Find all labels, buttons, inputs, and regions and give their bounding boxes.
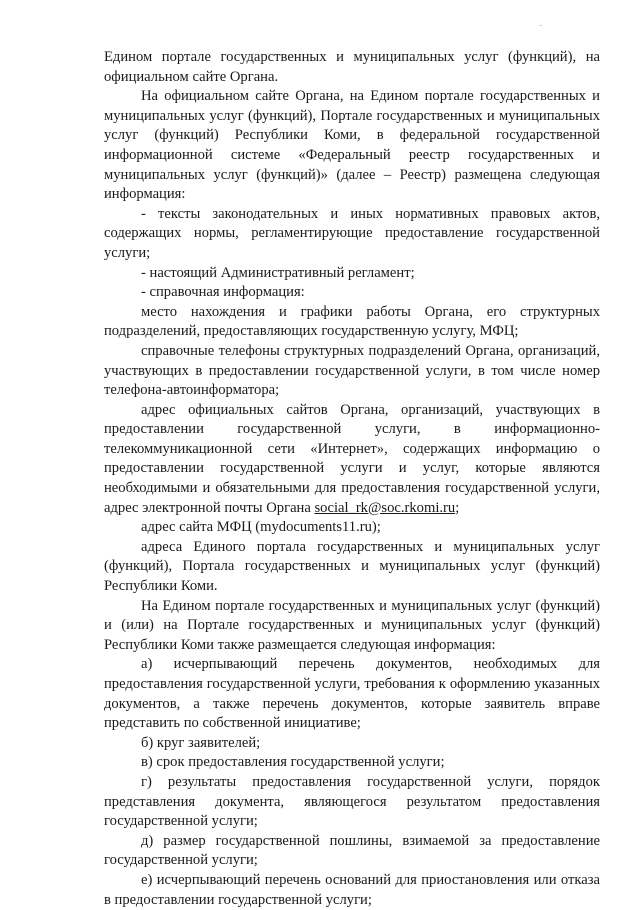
paragraph-portal-info: На Едином портале государственных и муниципальных услуг (функций) и (или) на Портале государственных и муниципальных услуг (функций) Республики Коми также размещается следующая информация: bbox=[104, 597, 600, 653]
paragraph-location-schedule: место нахождения и графики работы Органа, его структурных подразделений, предоставляющих государственную услугу, МФЦ; bbox=[104, 303, 600, 340]
list-item-b-applicants: б) круг заявителей; bbox=[141, 734, 261, 751]
list-item-regulation: - настоящий Административный регламент; bbox=[141, 264, 415, 281]
list-item-legal-acts: - тексты законодательных и иных нормативных правовых актов, содержащих нормы, регламентирующие предоставление государственной услуги; bbox=[104, 205, 600, 261]
paragraph-portal-addresses: адреса Единого портала государственных и муниципальных услуг (функций), Портала государственных и муниципальных услуг (функций) Республики Коми. bbox=[104, 538, 600, 595]
list-item-g-results: г) результаты предоставления государственной услуги, порядок представления документа, являющегося результатом предоставления государственной услуги; bbox=[104, 773, 600, 830]
list-item-v-term: в) срок предоставления государственной услуги; bbox=[141, 754, 445, 771]
list-item-a-documents: а) исчерпывающий перечень документов, необходимых для предоставления государственной услуги, требования к оформлению указанных документов, а также перечень документов, которые заявитель вправе представить по собственной инициативе; bbox=[104, 656, 600, 732]
paragraph-continuation: Едином портале государственных и муниципальных услуг (функций), на официальном сайте Органа. bbox=[104, 49, 600, 85]
list-item-e-refusal-grounds: е) исчерпывающий перечень оснований для приостановления или отказа в предоставлении государственной услуги; bbox=[104, 871, 600, 908]
websites-text-end: ; bbox=[455, 499, 460, 516]
paragraph-phones: справочные телефоны структурных подразделений Органа, организаций, участвующих в предоставлении государственной услуги, в том числе номер телефона-автоинформатора; bbox=[104, 342, 600, 399]
list-item-reference-info: - справочная информация: bbox=[141, 284, 305, 301]
paragraph-mfc-site: адрес сайта МФЦ (mydocuments11.ru); bbox=[141, 519, 381, 536]
list-item-d-fee: д) размер государственной пошлины, взимаемой за предоставление государственной услуги; bbox=[104, 832, 600, 869]
corner-mark: . bbox=[540, 19, 542, 28]
websites-text: адрес официальных сайтов Органа, организаций, участвующих в предоставлении государственной услуги, в информационно-телекоммуникационной сети «Интернет», содержащих информацию о предоставлении государственной услуги и услуг, которые являются необходимыми и обязательными для предоставления государственной услуги, адрес электронной почты Органа bbox=[104, 401, 600, 516]
paragraph-websites bbox=[104, 401, 600, 519]
paragraph-info-posted: На официальном сайте Органа, на Едином портале государственных и муниципальных услуг (функций), Портале государственных и муниципальных услуг (функций) Республики Коми, в федеральной государственной информационной системе «Федеральный реестр государственных и муниципальных услуг (функций)» (далее – Реестр) размещена следующая информация: bbox=[104, 88, 600, 203]
email-link[interactable]: social_rk@soc.rkomi.ru bbox=[314, 499, 456, 516]
